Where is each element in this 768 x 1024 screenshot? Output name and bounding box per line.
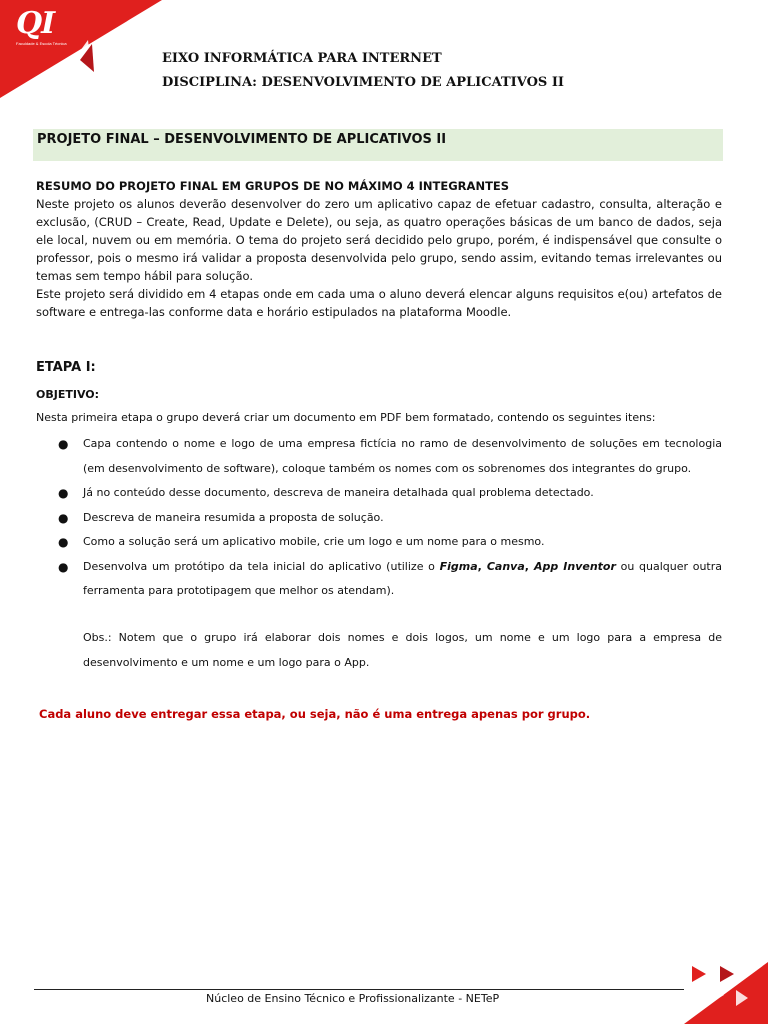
tool-app-inventor: App Inventor bbox=[534, 559, 616, 573]
list-item bbox=[36, 506, 722, 531]
tool-separator: , bbox=[524, 559, 534, 573]
list-item bbox=[36, 555, 722, 604]
bullet-icon: ● bbox=[58, 535, 69, 549]
list-item-text-after: ou qualquer outra ferramenta para prototipagem que melhor os atendam). bbox=[83, 559, 722, 597]
objective-intro: Nesta primeira etapa o grupo deverá criar um documento em PDF bem formatado, contendo os seguintes itens: bbox=[36, 411, 656, 424]
bullet-icon: ● bbox=[58, 437, 69, 451]
stage-title: ETAPA I: bbox=[36, 360, 96, 375]
bullet-icon: ● bbox=[58, 486, 69, 500]
logo-tagline: Faculdade & Escola Técnica bbox=[16, 41, 67, 46]
logo-badge-line1: Cursos bbox=[99, 44, 129, 54]
document-header bbox=[162, 51, 564, 99]
summary-section bbox=[36, 178, 722, 321]
footer-divider bbox=[34, 989, 684, 990]
list-item bbox=[36, 530, 722, 555]
tool-separator: , bbox=[477, 559, 487, 573]
project-title: PROJETO FINAL – DESENVOLVIMENTO DE APLICATIVOS II bbox=[33, 129, 723, 161]
logo-badge bbox=[96, 44, 132, 64]
list-item bbox=[36, 481, 722, 506]
footer-text: Núcleo de Ensino Técnico e Profissionalizante - NETeP bbox=[206, 992, 500, 1005]
logo-badge-line2: Técnicos bbox=[96, 54, 133, 64]
bullet-icon: ● bbox=[58, 559, 69, 574]
school-logo bbox=[0, 0, 170, 100]
submission-warning: Cada aluno deve entregar essa etapa, ou seja, não é uma entrega apenas por grupo. bbox=[39, 707, 591, 721]
tool-canva: Canva bbox=[486, 559, 525, 573]
summary-paragraph-2: Este projeto será dividido em 4 etapas onde em cada uma o aluno deverá elencar alguns requisitos e(ou) artefatos de software e entrega-las conforme data e horário estipulados na plataforma Moodle. bbox=[36, 287, 722, 319]
summary-heading: RESUMO DO PROJETO FINAL EM GRUPOS DE NO MÁXIMO 4 INTEGRANTES bbox=[36, 179, 510, 193]
objective-label: OBJETIVO: bbox=[36, 388, 100, 401]
list-item-text-before: Desenvolva um protótipo da tela inicial do aplicativo (utilize o bbox=[83, 559, 440, 573]
list-item-text: Como a solução será um aplicativo mobile, crie um logo e um nome para o mesmo. bbox=[83, 535, 545, 548]
observation-note: Obs.: Notem que o grupo irá elaborar dois nomes e dois logos, um nome e um logo para a empresa de desenvolvimento e um nome e um logo para o App. bbox=[83, 630, 722, 669]
list-item-text: Capa contendo o nome e logo de uma empresa fictícia no ramo de desenvolvimento de soluções em tecnologia (em desenvolvimento de software), coloque também os nomes com os sobrenomes dos integrantes do grupo. bbox=[83, 437, 722, 475]
header-axis: EIXO INFORMÁTICA PARA INTERNET bbox=[162, 51, 442, 66]
footer-logo-mark bbox=[684, 962, 768, 1024]
list-item-text: Descreva de maneira resumida a proposta de solução. bbox=[83, 510, 384, 524]
bullet-icon: ● bbox=[58, 510, 69, 525]
header-discipline: DISCIPLINA: DESENVOLVIMENTO DE APLICATIVOS II bbox=[162, 75, 565, 90]
stage-1-section bbox=[36, 357, 722, 675]
requirements-list bbox=[36, 432, 722, 604]
tool-figma: Figma bbox=[439, 559, 478, 573]
logo-brand: QI bbox=[16, 6, 55, 41]
list-item bbox=[36, 432, 722, 481]
summary-paragraph-1: Neste projeto os alunos deverão desenvolver do zero um aplicativo capaz de efetuar cadastro, consulta, alteração e exclusão, (CRUD – Create, Read, Update e Delete), ou seja, as quatro operações básicas de um banco de dados, seja ele local, nuvem ou em memória. O tema do projeto será decidido pelo grupo, porém, é indispensável que consulte o professor, pois o mesmo irá validar a proposta desenvolvida pelo grupo, sendo assim, evitando temas irrelevantes ou temas sem tempo hábil para solução. bbox=[36, 197, 722, 283]
list-item-text: Já no conteúdo desse documento, descreva de maneira detalhada qual problema detectado. bbox=[83, 486, 594, 499]
